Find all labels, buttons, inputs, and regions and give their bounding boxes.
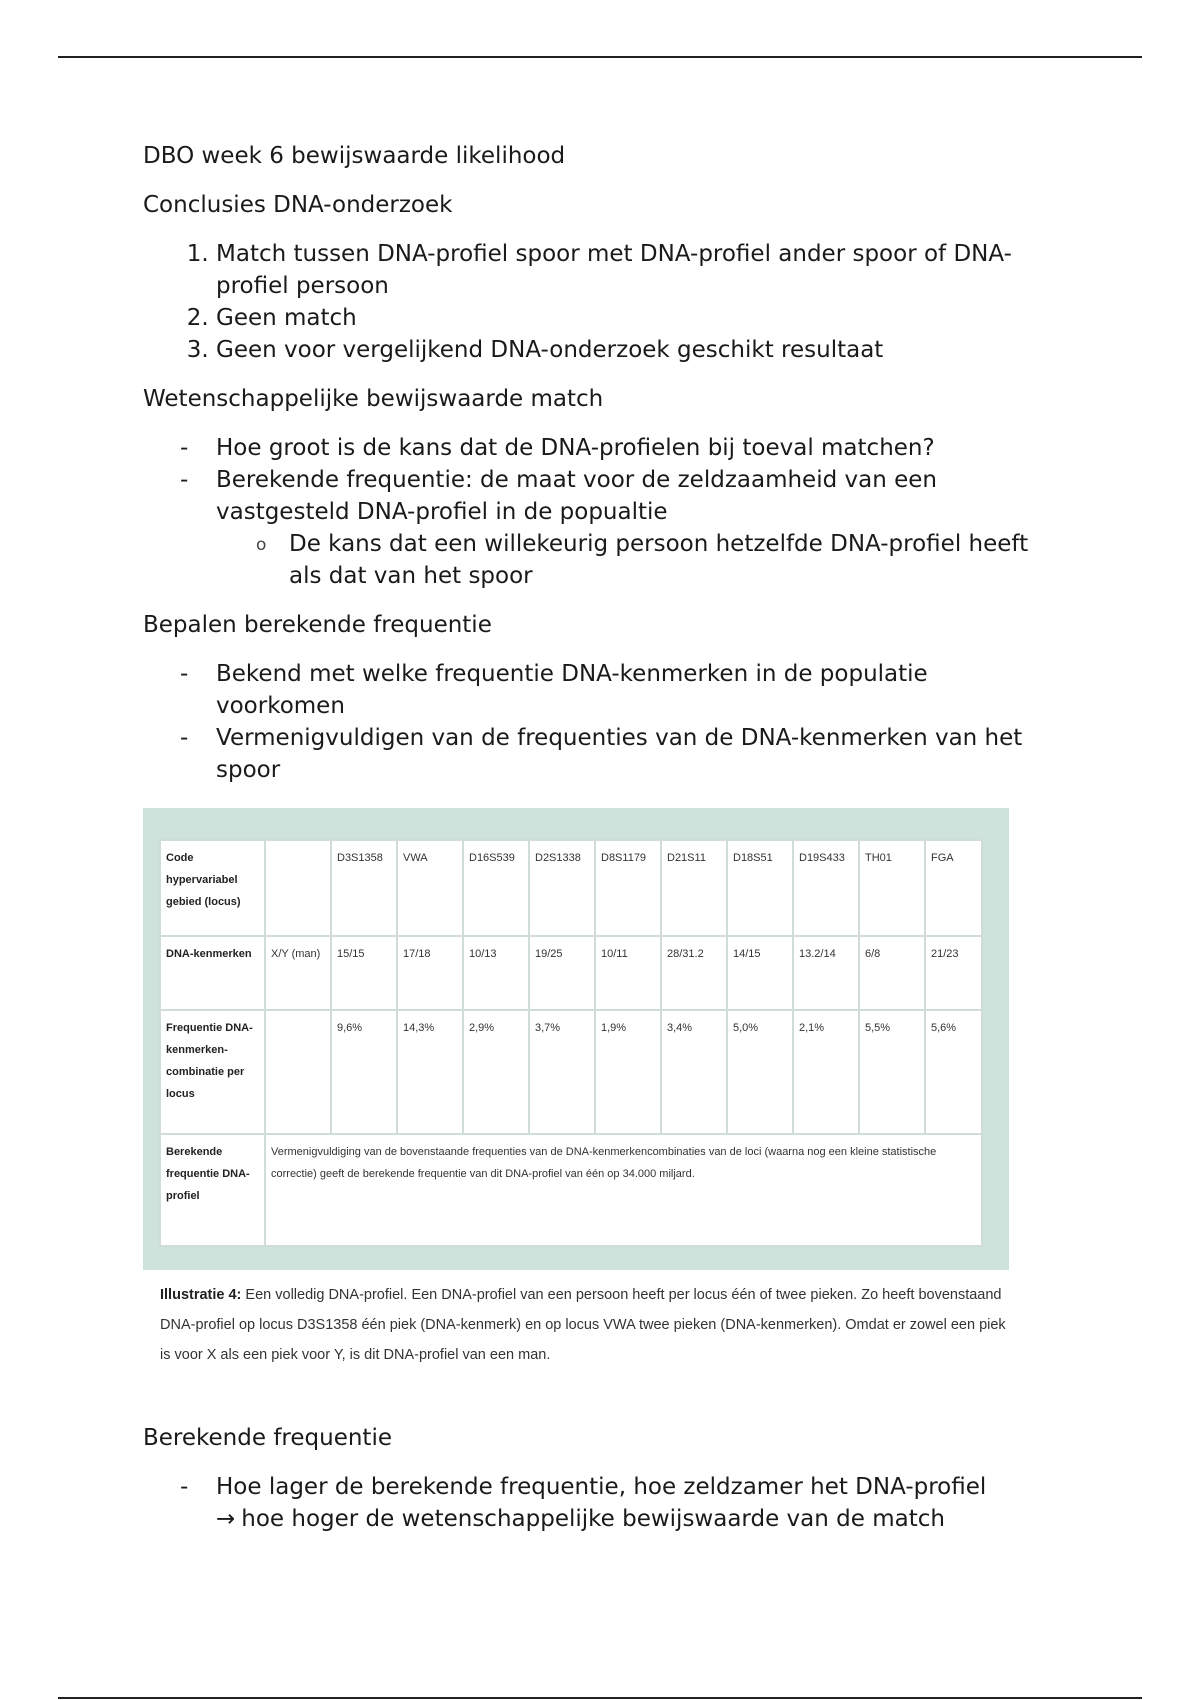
page-title: DBO week 6 bewijswaarde likelihood: [143, 143, 566, 169]
locus-cell: D8S1179: [595, 840, 661, 936]
sub-list-item: o De kans dat een willekeurig persoon hetzelfde DNA-profiel heeft als dat van het spoor: [216, 528, 1063, 592]
frequentie-cell: 9,6%: [331, 1010, 397, 1134]
kenmerk-cell: 28/31.2: [661, 936, 727, 1010]
list-item-line1: Hoe lager de berekende frequentie, hoe zeldzamer het DNA-profiel: [216, 1474, 987, 1500]
locus-cell: D18S51: [727, 840, 793, 936]
caption-text: Een volledig DNA-profiel. Een DNA-profiel van een persoon heeft per locus één of twee pieken. Zo heeft bovenstaand DNA-profiel op locus D3S1358 één piek (DNA-kenmerk) en op locus VWA twee pieken (DNA-kenmerken). Omdat er zowel een piek is voor X als een piek voor Y, is dit DNA-profiel van een man.: [160, 1287, 1006, 1363]
table-cell: [265, 1010, 331, 1134]
locus-cell: D2S1338: [529, 840, 595, 936]
kenmerk-cell: 13.2/14: [793, 936, 859, 1010]
row-header: Frequentie DNA-kenmerken-combinatie per locus: [160, 1010, 265, 1134]
row-header: DNA-kenmerken: [160, 936, 265, 1010]
locus-cell: D19S433: [793, 840, 859, 936]
table-cell: [265, 840, 331, 936]
kenmerk-cell: 6/8: [859, 936, 925, 1010]
list-item-line2: hoe hoger de wetenschappelijke bewijswaarde van de match: [241, 1506, 945, 1532]
document-body-lower: [143, 1422, 1063, 1552]
figure-caption: [160, 1280, 1020, 1370]
arrow-icon: →: [216, 1506, 236, 1532]
row-header: Berekende frequentie DNA-profiel: [160, 1134, 265, 1246]
locus-cell: D3S1358: [331, 840, 397, 936]
locus-cell: FGA: [925, 840, 982, 936]
list-item: 3. Geen voor vergelijkend DNA-onderzoek geschikt resultaat: [216, 334, 1063, 366]
list-item: [143, 1471, 1063, 1535]
document-body: [143, 140, 1063, 803]
table-row-frequenties: [160, 1010, 982, 1134]
bewijswaarde-list: [143, 432, 1063, 592]
list-item-text: Berekende frequentie: de maat voor de zeldzaamheid van een vastgesteld DNA-profiel in de popualtie: [216, 467, 937, 525]
locus-cell: D21S11: [661, 840, 727, 936]
frequentie-cell: 1,9%: [595, 1010, 661, 1134]
heading-bewijswaarde: Wetenschappelijke bewijswaarde match: [143, 386, 604, 412]
table-row-kenmerken: [160, 936, 982, 1010]
sex-cell: X/Y (man): [265, 936, 331, 1010]
berekende-cell: Vermenigvuldiging van de bovenstaande frequenties van de DNA-kenmerkencombinaties van de loci (waarna nog een kleine statistische correctie) geeft de berekende frequentie van dit DNA-profiel van één op 34.000 miljard.: [265, 1134, 982, 1246]
dna-profile-figure: [143, 808, 1009, 1270]
table-row-loci: [160, 840, 982, 936]
frequentie-cell: 3,4%: [661, 1010, 727, 1134]
frequentie-cell: 5,0%: [727, 1010, 793, 1134]
list-item: - Bekend met welke frequentie DNA-kenmerken in de populatie voorkomen: [143, 658, 1063, 722]
locus-cell: D16S539: [463, 840, 529, 936]
list-item: 2. Geen match: [216, 302, 1063, 334]
frequentie-cell: 14,3%: [397, 1010, 463, 1134]
heading-conclusies: Conclusies DNA-onderzoek: [143, 192, 453, 218]
frequentie-cell: 2,9%: [463, 1010, 529, 1134]
heading-bepalen: Bepalen berekende frequentie: [143, 612, 492, 638]
locus-cell: VWA: [397, 840, 463, 936]
frequentie-cell: 5,5%: [859, 1010, 925, 1134]
kenmerk-cell: 14/15: [727, 936, 793, 1010]
frequentie-cell: 2,1%: [793, 1010, 859, 1134]
kenmerk-cell: 17/18: [397, 936, 463, 1010]
frequentie-cell: 3,7%: [529, 1010, 595, 1134]
table-row-berekend: [160, 1134, 982, 1246]
dna-profile-table: [159, 839, 983, 1247]
list-item: - Vermenigvuldigen van de frequenties van de DNA-kenmerken van het spoor: [143, 722, 1063, 786]
locus-cell: TH01: [859, 840, 925, 936]
kenmerk-cell: 10/11: [595, 936, 661, 1010]
frequentie-cell: 5,6%: [925, 1010, 982, 1134]
list-item: [143, 464, 1063, 592]
conclusies-list: [143, 238, 1063, 366]
kenmerk-cell: 15/15: [331, 936, 397, 1010]
kenmerk-cell: 10/13: [463, 936, 529, 1010]
caption-label: Illustratie 4:: [160, 1287, 242, 1303]
list-item: 1. Match tussen DNA-profiel spoor met DNA-profiel ander spoor of DNA-profiel persoon: [216, 238, 1063, 302]
sub-list: [216, 528, 1063, 592]
list-item: - Hoe groot is de kans dat de DNA-profielen bij toeval matchen?: [143, 432, 1063, 464]
row-header: Code hypervariabel gebied (locus): [160, 840, 265, 936]
berekende-list: [143, 1471, 1063, 1535]
kenmerk-cell: 21/23: [925, 936, 982, 1010]
kenmerk-cell: 19/25: [529, 936, 595, 1010]
bepalen-list: [143, 658, 1063, 786]
footer-rule: [58, 1697, 1142, 1699]
header-rule: [58, 56, 1142, 58]
heading-berekende: Berekende frequentie: [143, 1425, 392, 1451]
